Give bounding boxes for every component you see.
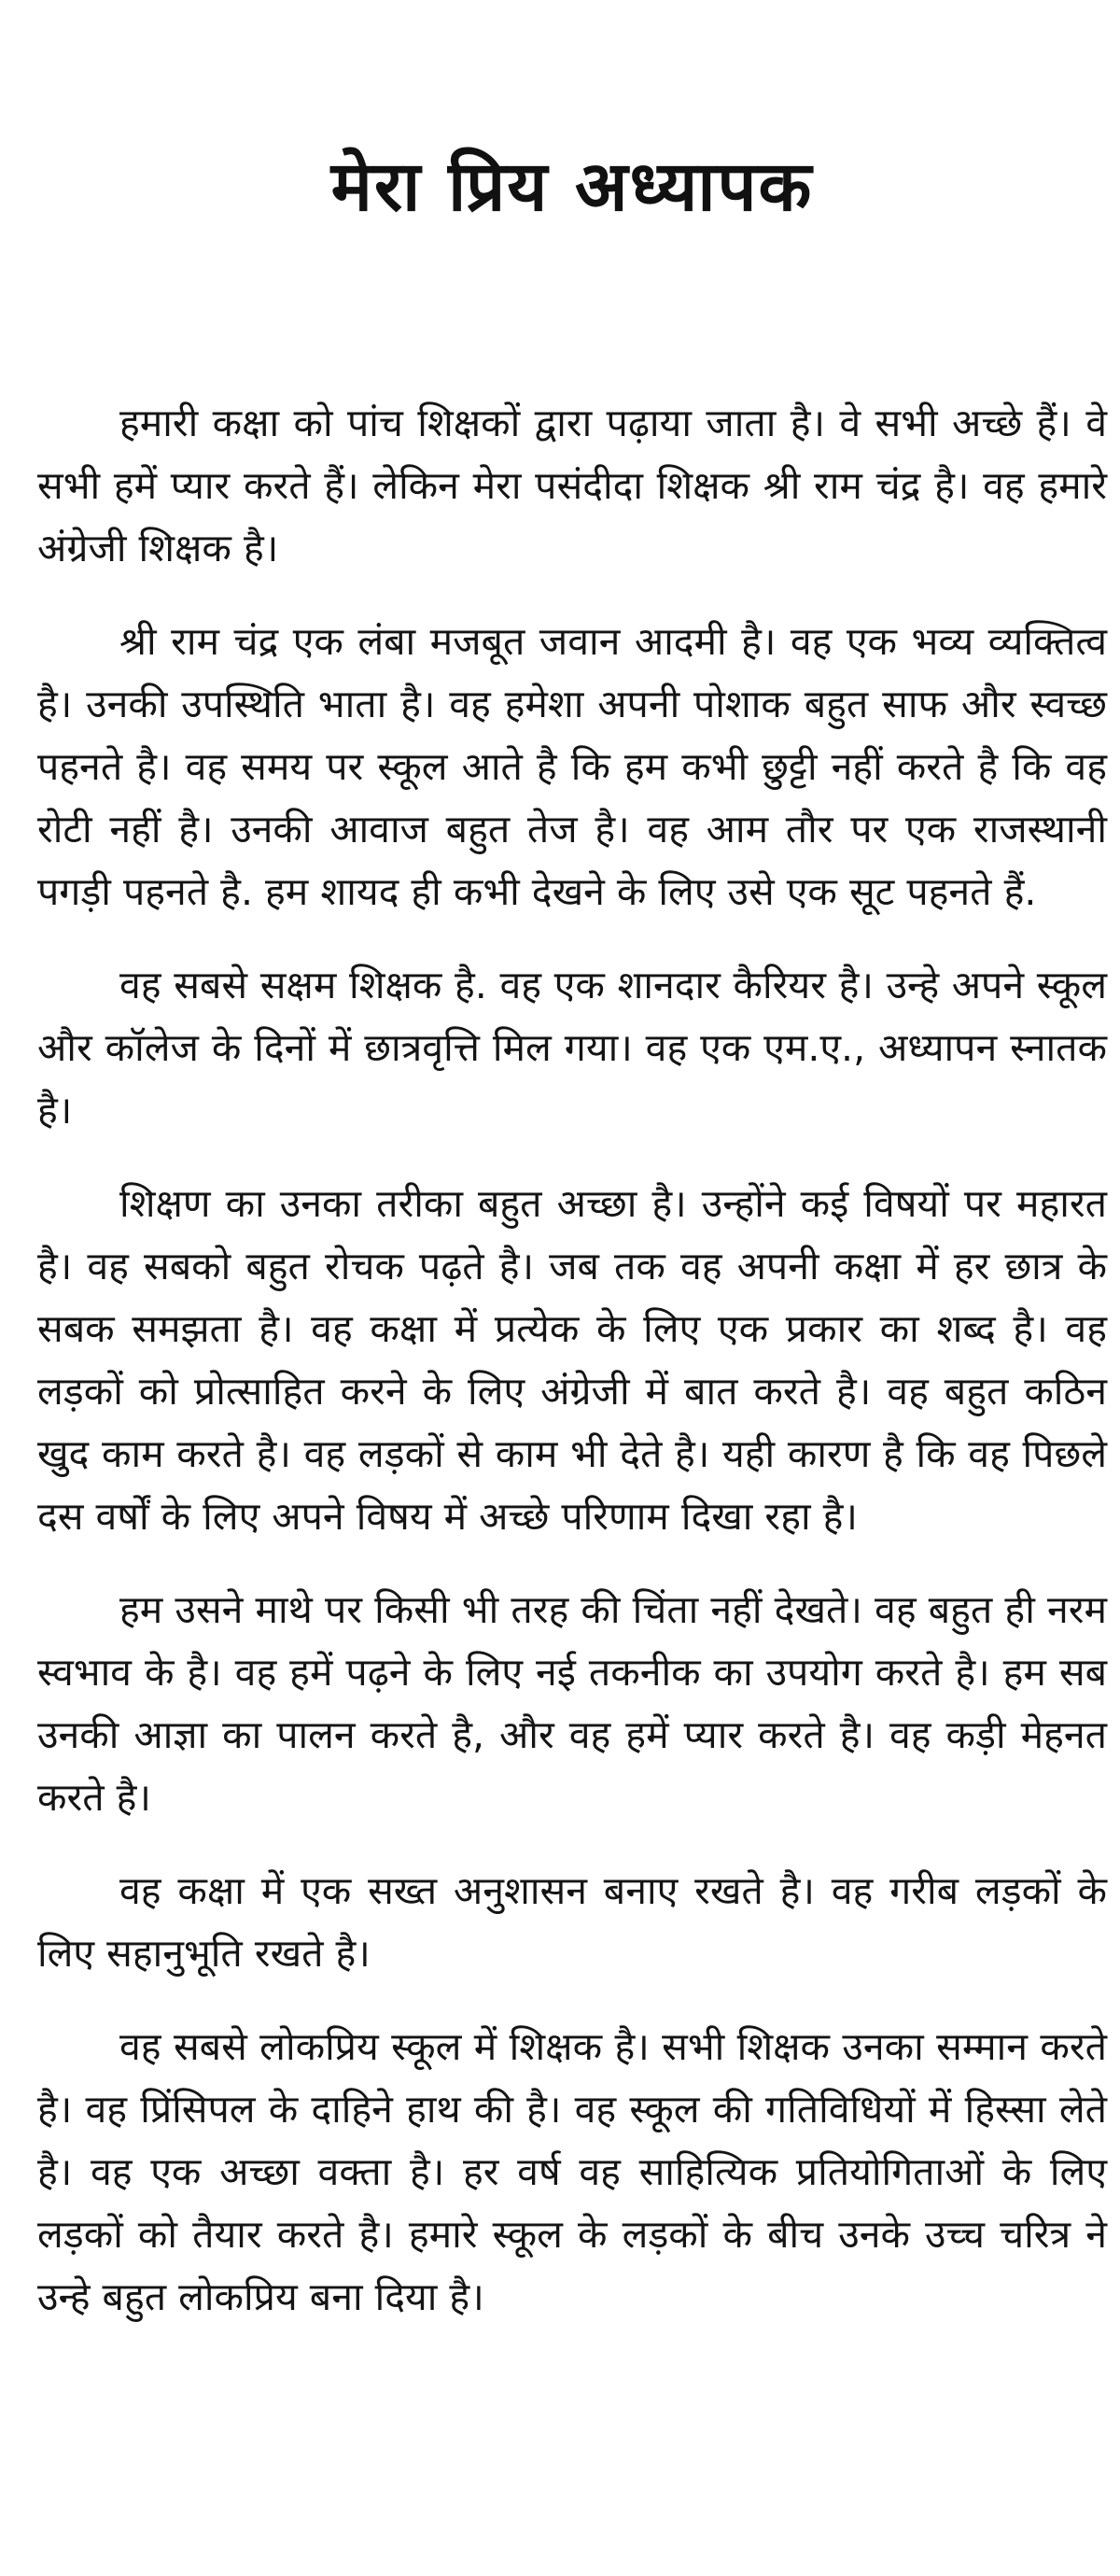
essay-paragraph-5: हम उसने माथे पर किसी भी तरह की चिंता नहीं देखते। वह बहुत ही नरम स्वभाव के है। वह हमें पढ़ने के लिए नई तकनीक का उपयोग करते है। हम सब उनकी आज्ञा का पालन करते है, और वह हमें प्यार करते है। वह कड़ी मेहनत करते है। [37,1587,1107,1820]
essay-paragraph-7: वह सबसे लोकप्रिय स्कूल में शिक्षक है। सभी शिक्षक उनका सम्मान करते है। वह प्रिंसिपल के दाहिने हाथ की है। वह स्कूल की गतिविधियों में हिस्सा लेते है। वह एक अच्छा वक्ता है। हर वर्ष वह साहित्यिक प्रतियोगिताओं के लिए लड़कों को तैयार करते है। हमारे स्कूल के लड़कों के बीच उनके उच्च चरित्र ने उन्हे बहुत लोकप्रिय बना दिया है। [37,2024,1107,2319]
essay-paragraph-2: श्री राम चंद्र एक लंबा मजबूत जवान आदमी है। वह एक भव्य व्यक्तित्व है। उनकी उपस्थिति भाता है। वह हमेशा अपनी पोशाक बहुत साफ और स्वच्छ पहनते है। वह समय पर स्कूल आते है कि हम कभी छुट्टी नहीं करते है कि वह रोटी नहीं है। उनकी आवाज बहुत तेज है। वह आम तौर पर एक राजस्थानी पगड़ी पहनते है. हम शायद ही कभी देखने के लिए उसे एक सूट पहनते हैं. [37,619,1107,914]
essay-body [37,392,1107,2329]
essay-title: मेरा प्रिय अध्यापक [330,147,814,227]
essay-paragraph-1: हमारी कक्षा को पांच शिक्षकों द्वारा पढ़ाया जाता है। वे सभी अच्छे हैं। वे सभी हमें प्यार करते हैं। लेकिन मेरा पसंदीदा शिक्षक श्री राम चंद्र है। वह हमारे अंग्रेजी शिक्षक है। [37,401,1107,570]
essay-paragraph-6: वह कक्षा में एक सख्त अनुशासन बनाए रखते है। वह गरीब लड़कों के लिए सहानुभूति रखते है। [37,1868,1107,1976]
essay-paragraph-4: शिक्षण का उनका तरीका बहुत अच्छा है। उन्होंने कई विषयों पर महारत है। वह सबको बहुत रोचक पढ़ते है। जब तक वह अपनी कक्षा में हर छात्र के सबक समझता है। वह कक्षा में प्रत्येक के लिए एक प्रकार का शब्द है। वह लड़कों को प्रोत्साहित करने के लिए अंग्रेजी में बात करते है। वह बहुत कठिन खुद काम करते है। वह लड़कों से काम भी देते है। यही कारण है कि वह पिछले दस वर्षों के लिए अपने विषय में अच्छे परिणाम दिखा रहा है। [37,1181,1107,1539]
essay-paragraph-3: वह सबसे सक्षम शिक्षक है. वह एक शानदार कैरियर है। उन्हे अपने स्कूल और कॉलेज के दिनों में छात्रवृत्ति मिल गया। वह एक एम.ए., अध्यापन स्नातक है। [37,963,1107,1133]
